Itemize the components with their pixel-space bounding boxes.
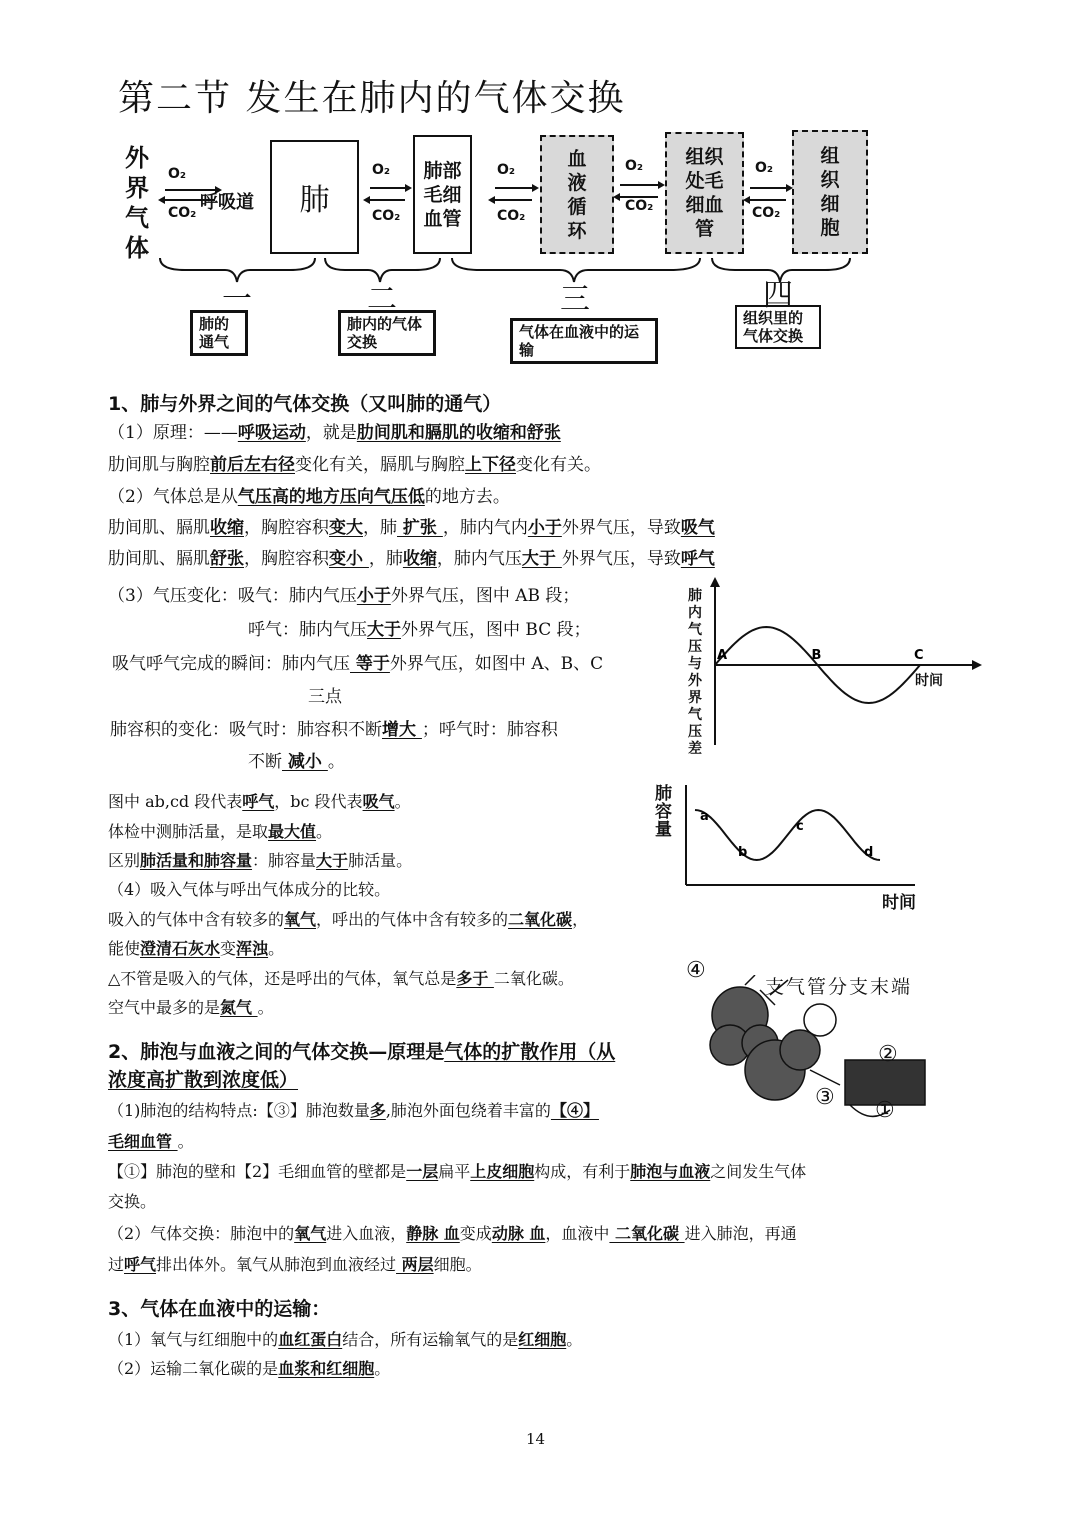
chart-point-label: b: [738, 845, 748, 860]
o2-label: O₂: [755, 160, 774, 176]
s1-nitrogen: 空气中最多的是氮气 。: [108, 998, 274, 1017]
s1-pressure-instant: 吸气呼气完成的瞬间：肺内气压 等于外界气压，如图中 A、B、C: [112, 654, 604, 674]
s1-inhale-line: 肋间肌、膈肌收缩，胸腔容积变大，肺 扩张 ，肺内气内小于外界气压，导致吸气: [108, 518, 715, 538]
o2-label: O₂: [168, 166, 187, 182]
marker-2: ②: [878, 1042, 898, 1067]
arrowhead: [658, 181, 665, 189]
chart-point-label: C: [914, 648, 924, 663]
chart-point-label: B: [811, 648, 822, 663]
s1-principle: （1）原理：——呼吸运动，就是肋间肌和膈肌的收缩和舒张: [108, 423, 561, 443]
y-axis-arrowhead: [710, 577, 720, 587]
o2-label: O₂: [497, 162, 516, 178]
s2-gas-exchange: （2）气体交换：肺泡中的氧气进入血液，静脉 血变成动脉 血，血液中 二氧化碳 进入肺泡，再通: [108, 1224, 797, 1243]
co2-label: CO₂: [497, 208, 526, 224]
co2-label: CO₂: [625, 198, 654, 214]
section-2-heading-cont: 浓度高扩散到浓度低）: [108, 1069, 299, 1091]
s1-volume-change: 肺容积的变化：吸气时：肺容积不断增大 ；呼气时：肺容积: [110, 720, 558, 740]
s1-line-2: 肋间肌与胸腔前后左右径变化有关，膈肌与胸腔上下径变化有关。: [108, 455, 601, 475]
s1-limewater: 能使澄清石灰水变浑浊。: [108, 939, 285, 958]
stage-numeral: 二: [367, 282, 397, 317]
o2-label: O₂: [625, 158, 644, 174]
arrowhead: [363, 196, 370, 204]
s2-exhale-out: 过呼气排出体外。氧气从肺泡到血液经过 两层细胞。: [108, 1255, 482, 1274]
x-axis-arrowhead: [972, 660, 982, 670]
s1-pressure-inhale: （3）气压变化：吸气：肺内气压小于外界气压，图中 AB 段；: [108, 586, 580, 606]
s1-vital-capacity: 体检中测肺活量，是取最大值。: [108, 822, 333, 841]
stage-numeral: 一: [222, 282, 252, 317]
arrowhead: [743, 196, 750, 204]
lung-volume-plot: [680, 780, 920, 890]
lung-volume-curve: [695, 810, 880, 860]
arrowhead: [532, 184, 539, 192]
tissue-cell-box: 组织细胞: [792, 130, 868, 254]
section-2-heading: 2、肺泡与血液之间的气体交换—原理是气体的扩散作用（从: [108, 1041, 616, 1063]
chart-point-label: c: [796, 819, 804, 834]
stage-label: 气体在血液中的运输: [510, 318, 658, 364]
s1-distinguish: 区别肺活量和肺容量：肺容量大于肺活量。: [108, 851, 413, 870]
s1-pressure-exhale: 呼气：肺内气压大于外界气压，图中 BC 段；: [248, 620, 591, 640]
stage-label: 组织里的气体交换: [735, 305, 821, 349]
section-1-heading: 1、肺与外界之间的气体交换（又叫肺的通气）: [108, 393, 502, 415]
arrowhead: [613, 193, 620, 201]
alveolus-cluster: [780, 1030, 820, 1070]
airway-label: 呼吸道: [200, 192, 254, 213]
marker-1: ①: [875, 1098, 895, 1123]
arrowhead: [215, 186, 222, 194]
s1-chart-segments: 图中 ab,cd 段代表呼气，bc 段代表吸气。: [108, 792, 411, 811]
s3-co2-transport: （2）运输二氧化碳的是血浆和红细胞。: [108, 1359, 391, 1378]
s1-volume-change-2: 不断 减小 。: [248, 752, 345, 772]
page-title: 第二节 发生在肺内的气体交换: [118, 78, 626, 119]
co2-label: CO₂: [372, 208, 401, 224]
s2-wall-structure: 【①】肺泡的壁和【2】毛细血管的壁都是一层扁平上皮细胞构成，有利于肺泡与血液之间发生气体: [108, 1162, 807, 1181]
lung-capillary-box: 肺部毛细血管: [413, 135, 472, 254]
s2-exchange-word: 交换。: [108, 1192, 157, 1211]
chart-point-label: A: [717, 648, 728, 663]
lung-volume-ylabel: 肺容量: [655, 784, 672, 840]
bronchiole-end-label: 支气管分支末端: [765, 976, 913, 998]
stage-numeral: 四: [763, 278, 793, 313]
s1-three-points: 三点: [308, 687, 342, 707]
alveolus-outline: [804, 1004, 836, 1036]
pressure-chart-ylabel: 肺内气压与外界气压差: [688, 588, 702, 757]
s1-line-3: （2）气体总是从气压高的地方压向气压低的地方去。: [108, 487, 510, 507]
s1-gas-compare: （4）吸入气体与呼出气体成分的比较。: [108, 880, 391, 899]
lung-box: 肺: [270, 140, 359, 254]
co2-label: CO₂: [168, 205, 197, 221]
s3-oxygen-transport: （1）氧气与红细胞中的血红蛋白结合，所有运输氧气的是红细胞。: [108, 1330, 583, 1349]
s1-inhaled-exhaled: 吸入的气体中含有较多的氧气，呼出的气体中含有较多的二氧化碳，: [108, 910, 589, 929]
arrowhead: [405, 184, 412, 192]
tissue-capillary-box: 组织处毛细血管: [665, 132, 744, 254]
pressure-chart-xlabel: 时间: [915, 673, 943, 689]
pressure-chart-plot: [700, 575, 990, 745]
s2-capillaries: 毛细血管 。: [108, 1132, 194, 1151]
lung-volume-xlabel: 时间: [882, 893, 916, 913]
marker-4: ④: [686, 958, 706, 983]
marker-3: ③: [815, 1085, 835, 1110]
arrowhead: [158, 196, 165, 204]
stage-label: 肺内的气体交换: [338, 310, 436, 356]
section-3-heading: 3、气体在血液中的运输：: [108, 1298, 331, 1320]
blood-circulation-box: 血液循环: [540, 135, 614, 254]
o2-label: O₂: [372, 162, 391, 178]
outside-air-label: 外界气体: [125, 144, 149, 262]
chart-point-label: a: [700, 809, 709, 824]
co2-label: CO₂: [752, 205, 781, 221]
chart-point-label: d: [864, 845, 874, 860]
alveoli-drawing: [700, 975, 950, 1135]
arrowhead: [786, 184, 793, 192]
stage-label: 肺的通气: [190, 310, 248, 356]
stage-numeral: 三: [560, 282, 590, 317]
s2-alveoli-structure: （1)肺泡的结构特点:【③】肺泡数量多,肺泡外面包绕着丰富的【④】: [108, 1101, 599, 1120]
page-number: 14: [526, 1430, 546, 1448]
arrowhead: [488, 196, 495, 204]
pointer-line: [810, 1070, 840, 1085]
s1-exhale-line: 肋间肌、膈肌舒张，胸腔容积变小 ，肺收缩，肺内气压大于 外界气压，导致呼气: [108, 549, 715, 569]
s1-oxygen-note: △不管是吸入的气体，还是呼出的气体，氧气总是多于 二氧化碳。: [108, 969, 574, 988]
